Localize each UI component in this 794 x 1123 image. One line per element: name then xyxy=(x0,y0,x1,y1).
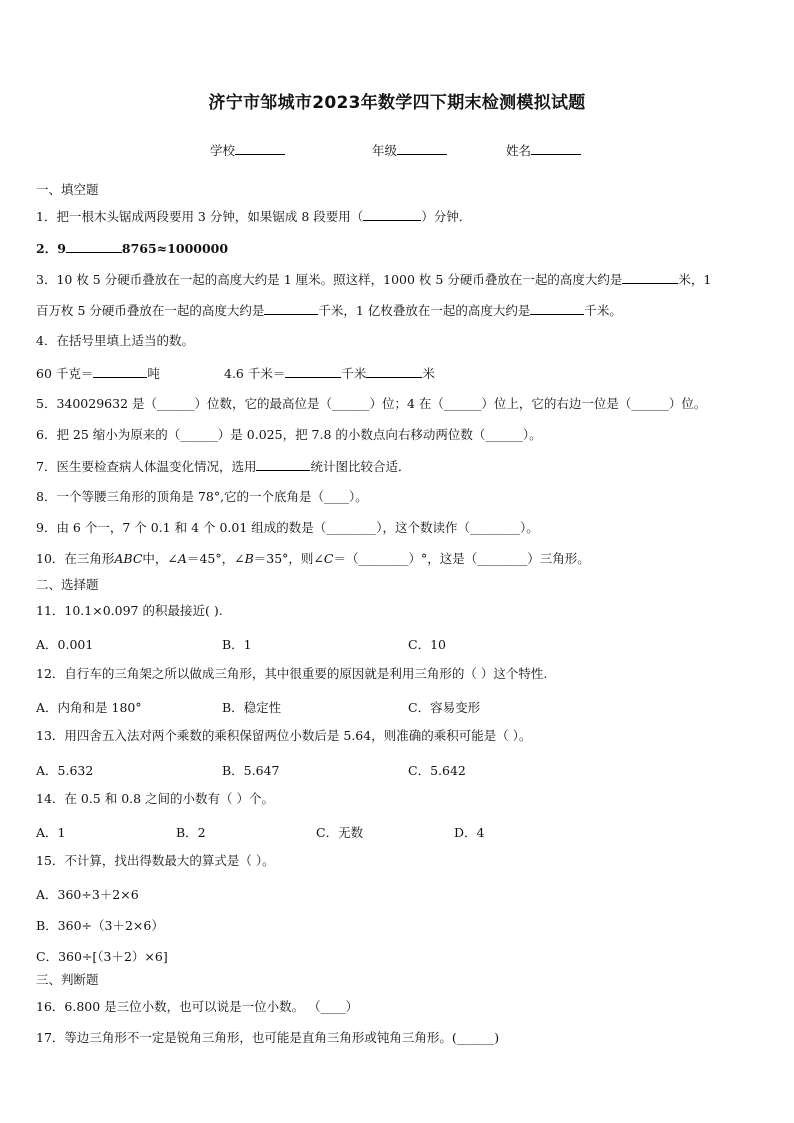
answer-blank[interactable] xyxy=(256,459,310,471)
question-10: 10．在三角形ABC中，∠A＝45°，∠B＝35°，则∠C＝（________）°，这是（________）三角形。 xyxy=(36,551,590,566)
option-c[interactable]: C．360÷[（3＋2）×6] xyxy=(36,949,168,964)
name-field xyxy=(506,141,581,159)
option-c[interactable]: C．10 xyxy=(408,637,446,652)
option-c[interactable]: C．无数 xyxy=(316,825,364,840)
question-7: 7．医生要检查病人体温变化情况，选用 统计图比较合适． xyxy=(36,459,411,474)
option-a[interactable]: A．0.001 xyxy=(36,637,94,652)
school-label: 学校 xyxy=(210,143,236,158)
question-14: 14．在 0.5 和 0.8 之间的小数有（ ）个。 xyxy=(36,791,275,806)
name-blank[interactable] xyxy=(531,143,581,155)
answer-blank[interactable] xyxy=(285,366,341,378)
option-a[interactable]: A．内角和是 180° xyxy=(36,700,142,715)
answer-blank[interactable] xyxy=(264,303,318,315)
section-heading: 一、填空题 xyxy=(36,182,99,197)
option-a[interactable]: A．5.632 xyxy=(36,763,94,778)
exam-title: 济宁市邹城市2023年数学四下期末检测模拟试题 xyxy=(208,93,586,113)
option-b[interactable]: B．稳定性 xyxy=(222,700,282,715)
question-11: 11．10.1×0.097 的积最接近( ). xyxy=(36,603,223,618)
answer-blank[interactable] xyxy=(93,366,147,378)
grade-blank[interactable] xyxy=(397,143,447,155)
question-4-part-a: 60 千克＝ 吨 xyxy=(36,366,160,381)
question-5: 5．340029632 是（______）位数，它的最高位是（______）位；4 在（______）位上，它的右边一位是（______）位。 xyxy=(36,396,707,411)
question-6: 6．把 25 缩小为原来的（______）是 0.025，把 7.8 的小数点向右移动两位数（______）。 xyxy=(36,427,542,442)
grade-label: 年级 xyxy=(372,143,398,158)
option-a[interactable]: A．1 xyxy=(36,825,66,840)
answer-blank[interactable] xyxy=(530,303,584,315)
option-c[interactable]: C．容易变形 xyxy=(408,700,481,715)
school-blank[interactable] xyxy=(235,143,285,155)
answer-blank[interactable] xyxy=(366,366,422,378)
question-13: 13．用四舍五入法对两个乘数的乘积保留两位小数后是 5.64，则准确的乘积可能是（ ）。 xyxy=(36,728,532,743)
question-17: 17．等边三角形不一定是锐角三角形，也可能是直角三角形或钝角三角形。(______) xyxy=(36,1030,500,1045)
school-field xyxy=(210,141,285,159)
question-16: 16．6.800 是三位小数，也可以说是一位小数。 （____） xyxy=(36,999,359,1014)
question-4: 4．在括号里填上适当的数。 xyxy=(36,333,194,348)
answer-blank[interactable] xyxy=(363,209,421,221)
answer-blank[interactable] xyxy=(66,241,122,253)
question-4-part-b: 4.6 千米＝ 千米 米 xyxy=(224,366,435,381)
option-b[interactable]: B．5.647 xyxy=(222,763,280,778)
grade-field xyxy=(372,141,447,159)
question-15: 15．不计算，找出得数最大的算式是（ ）。 xyxy=(36,853,275,868)
option-c[interactable]: C．5.642 xyxy=(408,763,466,778)
option-b[interactable]: B．2 xyxy=(176,825,206,840)
answer-blank[interactable] xyxy=(622,272,678,284)
section-heading: 三、判断题 xyxy=(36,972,99,987)
question-2: 2．9 8765≈1000000 xyxy=(36,241,229,256)
question-8: 8．一个等腰三角形的顶角是 78°,它的一个底角是（____）。 xyxy=(36,489,368,504)
option-b[interactable]: B．1 xyxy=(222,637,252,652)
question-3: 3．10 枚 5 分硬币叠放在一起的高度大约是 1 厘米。照这样，1000 枚 5 分硬币叠放在一起的高度大约是 米，1 xyxy=(36,272,712,287)
name-label: 姓名 xyxy=(506,143,532,158)
question-1: 1．把一根木头锯成两段要用 3 分钟，如果锯成 8 段要用（ ）分钟． xyxy=(36,209,472,224)
question-12: 12．自行车的三角架之所以做成三角形，其中很重要的原因就是利用三角形的（ ）这个特性. xyxy=(36,666,548,681)
section-heading: 二、选择题 xyxy=(36,577,99,592)
option-d[interactable]: D．4 xyxy=(454,825,485,840)
option-b[interactable]: B．360÷（3＋2×6） xyxy=(36,918,164,933)
option-a[interactable]: A．360÷3＋2×6 xyxy=(36,887,139,902)
question-3-cont: 百万枚 5 分硬币叠放在一起的高度大约是 千米，1 亿枚叠放在一起的高度大约是 千米。 xyxy=(36,303,622,318)
question-9: 9．由 6 个一，7 个 0.1 和 4 个 0.01 组成的数是（________），这个数读作（________）。 xyxy=(36,520,539,535)
